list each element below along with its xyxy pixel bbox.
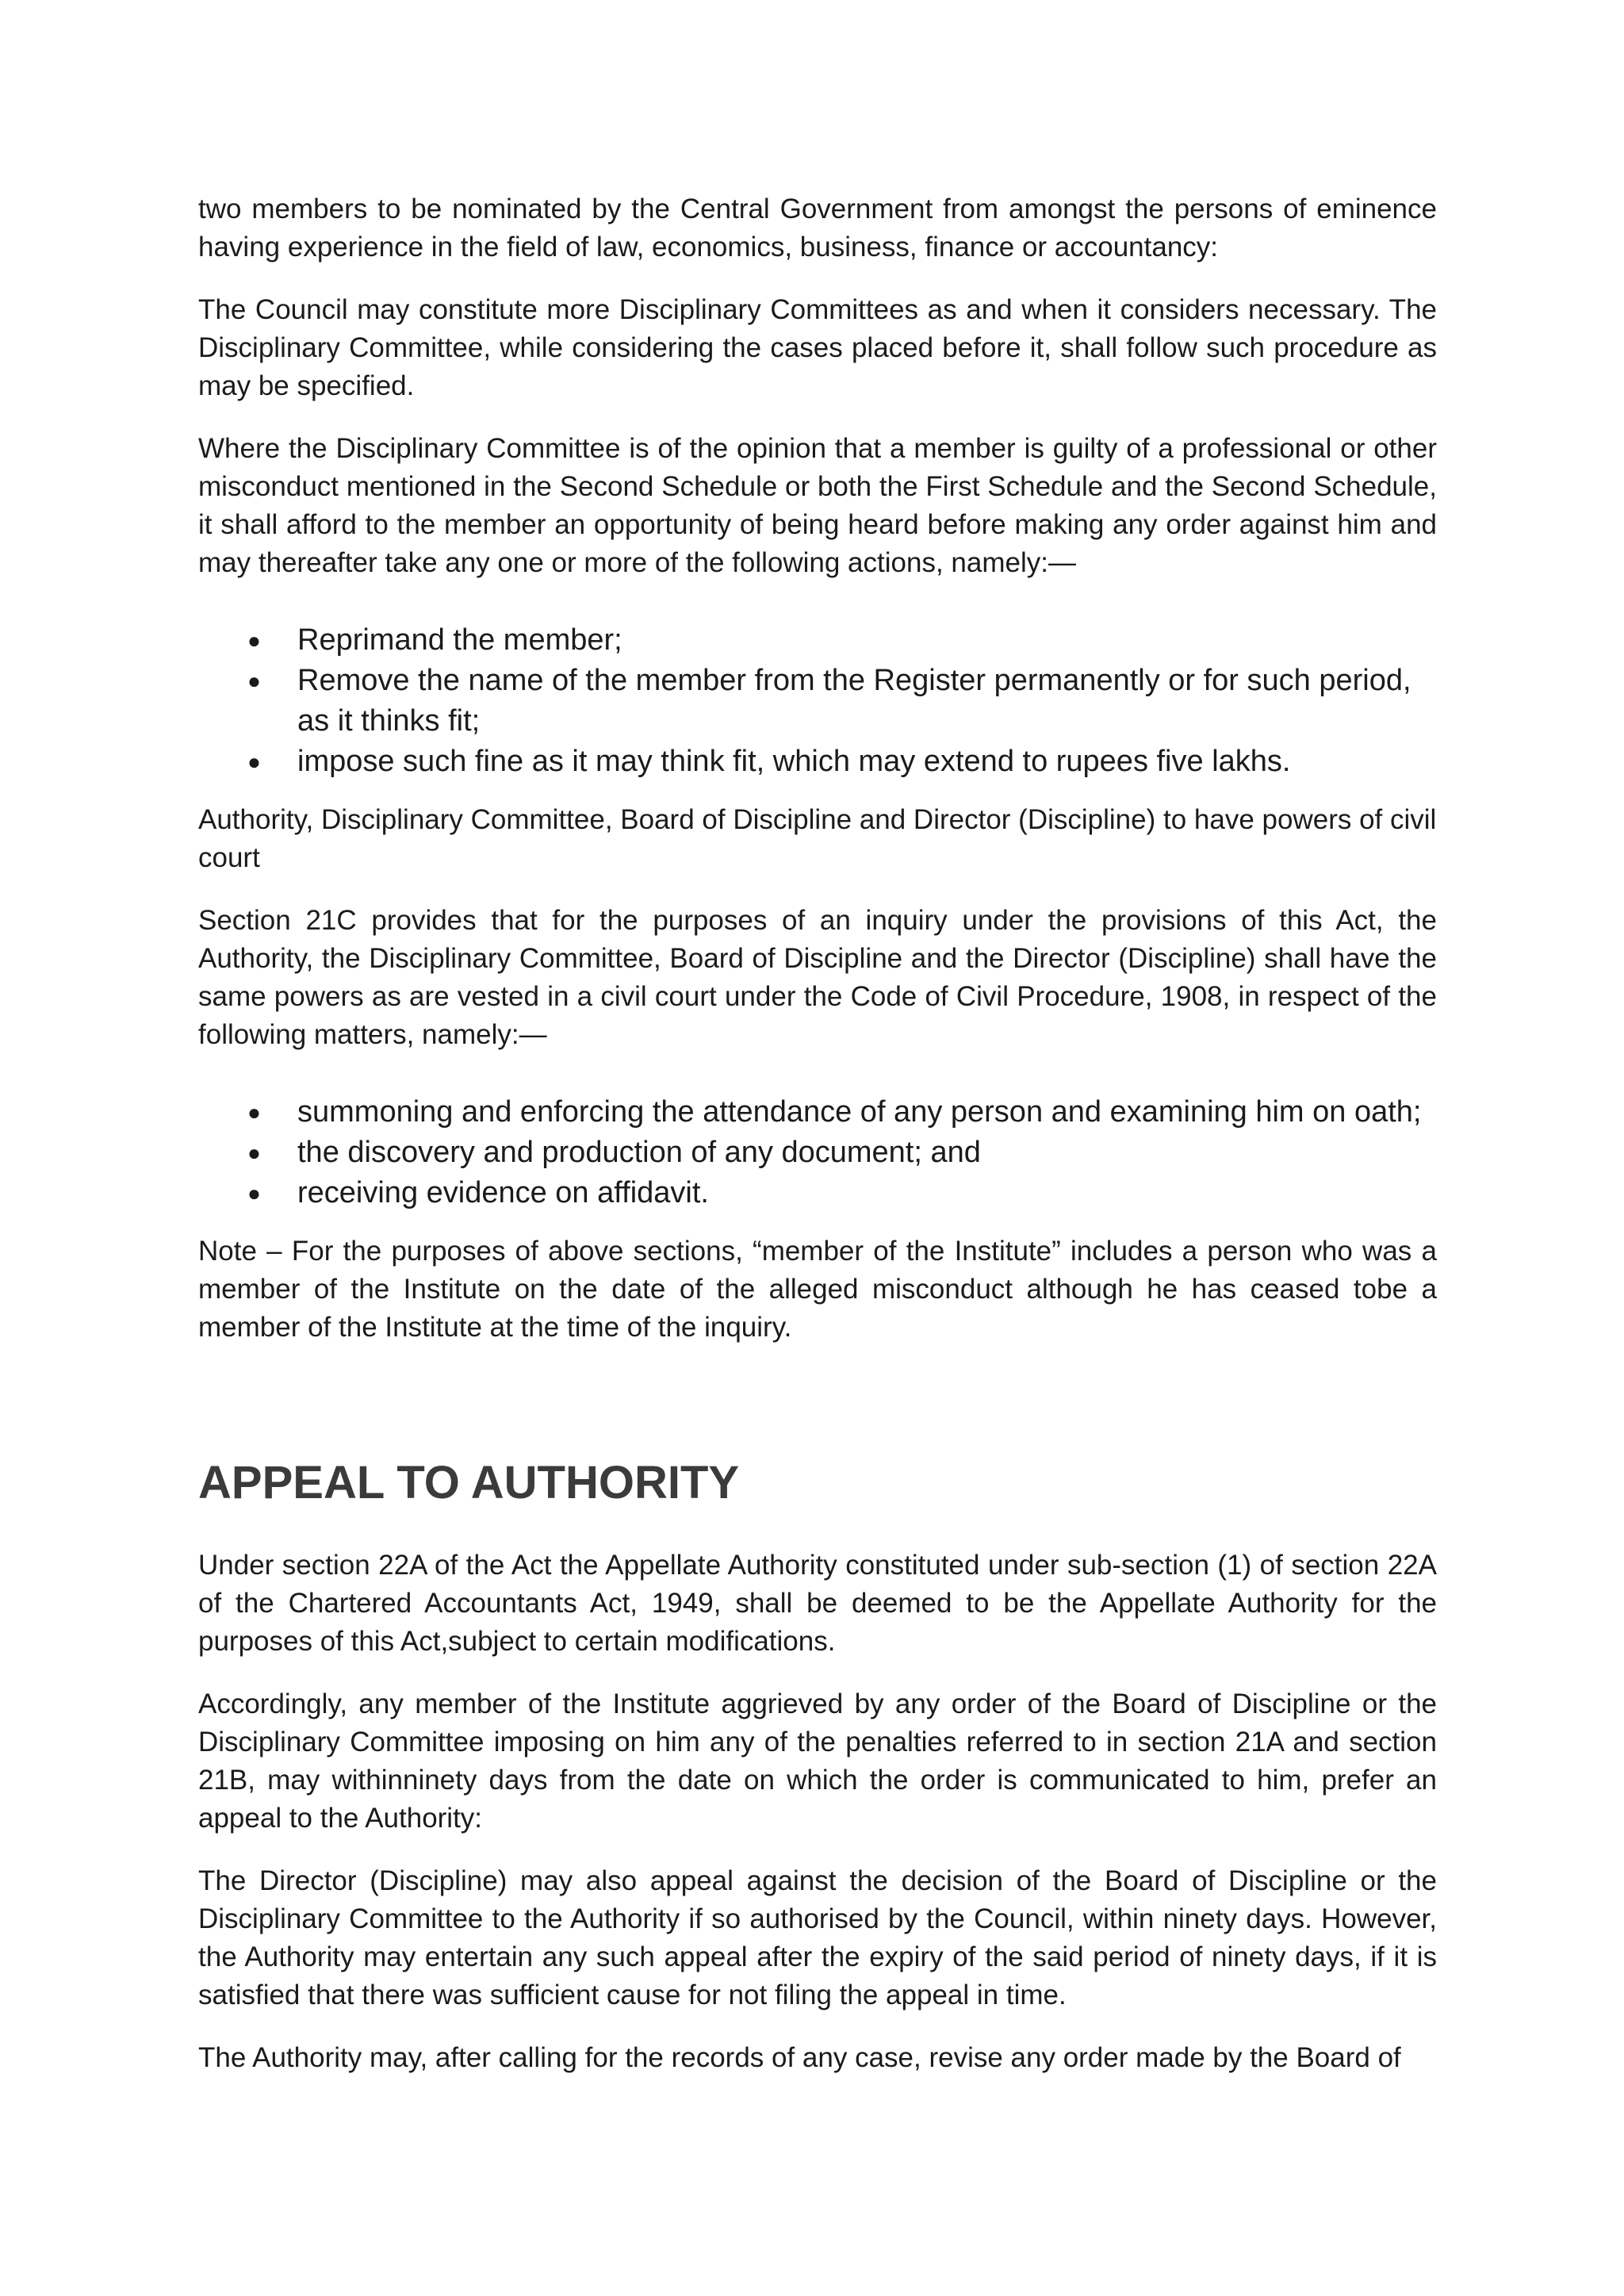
list-item — [198, 1092, 1437, 1133]
paragraph-section-21c: Section 21C provides that for the purposes of an inquiry under the provisions of this Act, the Authority, the Disciplinary Committee, Board of Discipline and the Director (Discipline) shall have the same powers as are vested in a civil court under the Code of Civil Procedure, 1908, in respect of the following matters, namely:— — [198, 905, 1437, 1050]
bullet-icon: ● — [247, 669, 261, 693]
paragraph-authority-revise: The Authority may, after calling for the records of any case, revise any order made by the Board of — [198, 2042, 1401, 2073]
bullet-icon: ● — [247, 1140, 261, 1165]
list-item-text: Remove the name of the member from the Register permanently or for such period, as it thinks fit; — [297, 664, 1411, 738]
list-item-text: Reprimand the member; — [297, 623, 622, 657]
list-item-text: summoning and enforcing the attendance of any person and examining him on oath; — [297, 1095, 1422, 1129]
paragraph-director-appeal: The Director (Discipline) may also appeal against the decision of the Board of Discipline or the Disciplinary Committee to the Authority if so authorised by the Council, within ninety days. However, the Authority may entertain any such appeal after the expiry of the said period of ninety days, if it is satisfied that there was sufficient cause for not filing the appeal in time. — [198, 1865, 1437, 2010]
page-content — [198, 190, 1437, 2102]
list-item-text: the discovery and production of any document; and — [297, 1136, 981, 1169]
bullet-icon: ● — [247, 628, 261, 653]
actions-list — [198, 620, 1437, 782]
civil-court-heading: Authority, Disciplinary Committee, Board of Discipline and Director (Discipline) to have powers of civil court — [198, 804, 1437, 873]
list-item — [198, 1173, 1437, 1213]
bullet-icon: ● — [247, 1181, 261, 1205]
paragraph-disciplinary-opinion: Where the Disciplinary Committee is of the opinion that a member is guilty of a professional or other misconduct mentioned in the Second Schedule or both the First Schedule and the Second Schedule, it shall afford to the member an opportunity of being heard before making any order against him and may thereafter take any one or more of the following actions, namely:— — [198, 433, 1437, 578]
list-item — [198, 1133, 1437, 1173]
list-item — [198, 661, 1437, 742]
list-item — [198, 742, 1437, 782]
list-item-text: receiving evidence on affidavit. — [297, 1176, 709, 1209]
paragraph-section-22a: Under section 22A of the Act the Appellate Authority constituted under sub-section (1) of section 22A of the Chartered Accountants Act, 1949, shall be deemed to be the Appellate Authority for the purposes of this Act,subject to certain modifications. — [198, 1550, 1437, 1657]
paragraph-more-committees: The Council may constitute more Disciplinary Committees as and when it considers necessary. The Disciplinary Committee, while considering the cases placed before it, shall follow such procedure as may be specified. — [198, 294, 1437, 401]
paragraph-note: Note – For the purposes of above sections, “member of the Institute” includes a person who was a member of the Institute on the date of the alleged misconduct although he has ceased tobe a member of the Institute at the time of the inquiry. — [198, 1236, 1437, 1343]
paragraph-nominated-members: two members to be nominated by the Central Government from amongst the persons of eminence having experience in the field of law, economics, business, finance or accountancy: — [198, 194, 1437, 263]
paragraph-aggrieved-member: Accordingly, any member of the Institute aggrieved by any order of the Board of Discipline or the Disciplinary Committee imposing on him any of the penalties referred to in section 21A and section 21B, may withinninety days from the date on which the order is communicated to him, prefer an appeal to the Authority: — [198, 1688, 1437, 1834]
list-item — [198, 620, 1437, 661]
section-heading-appeal: APPEAL TO AUTHORITY — [198, 1457, 740, 1508]
bullet-icon: ● — [247, 749, 261, 774]
bullet-icon: ● — [247, 1100, 261, 1125]
list-item-text: impose such fine as it may think fit, which may extend to rupees five lakhs. — [297, 745, 1291, 778]
matters-list — [198, 1092, 1437, 1213]
